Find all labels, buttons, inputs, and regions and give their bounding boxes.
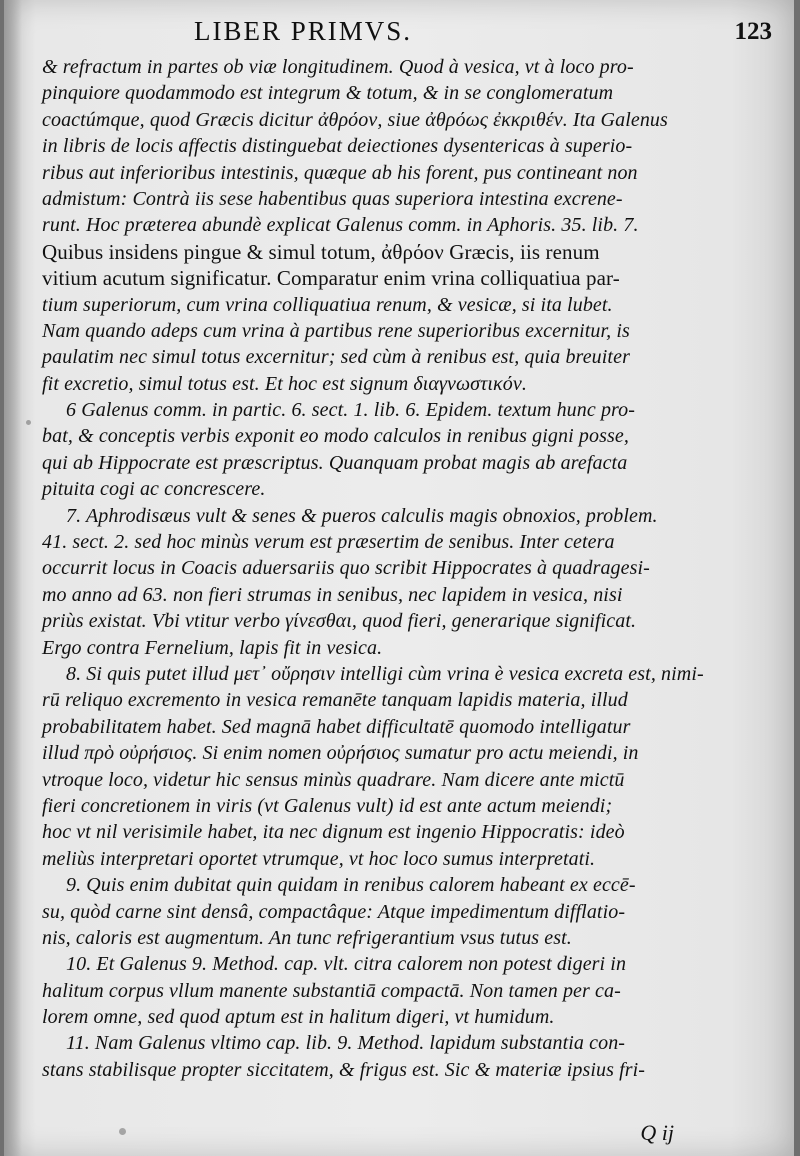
text-line: fieri concretionem in viris (vt Galenus vult) id est ante actum meiendi; [42, 794, 613, 817]
book-page [4, 0, 794, 1156]
text-line: Ergo contra Fernelium, lapis fit in vesica. [42, 636, 383, 659]
text-line: lorem omne, sed quod aptum est in halitum digeri, vt humidum. [42, 1006, 555, 1029]
text-line: pinquiore quodammodo est integrum & totum, & in se conglomeratum [42, 82, 614, 105]
text-line: ribus aut inferioribus intestinis, quæque ab his forent, pus contineant non [42, 161, 638, 184]
ink-speck [26, 420, 31, 425]
text-line: Nam quando adeps cum vrina à partibus rene superioribus excernitur, is [42, 319, 630, 342]
text-line: 41. sect. 2. sed hoc minùs verum est præsertim de senibus. Inter cetera [42, 531, 615, 554]
catchword: Q ij [640, 1120, 674, 1145]
text-line: pituita cogi ac concrescere. [42, 478, 266, 501]
text-line: nis, caloris est augmentum. An tunc refrigerantium vsus tutus est. [42, 926, 572, 949]
text-line: 8. Si quis putet illud μετ᾽ οὔρησιν intelligi cùm vrina è vesica excreta est, nimi- [66, 662, 704, 685]
text-line: 10. Et Galenus 9. Method. cap. vlt. citra calorem non potest digeri in [66, 953, 627, 976]
text-line: runt. Hoc præterea abundè explicat Galenus comm. in Aphoris. 35. lib. 7. [42, 214, 639, 237]
text-line: qui ab Hippocrate est præscriptus. Quanquam probat magis ab arefacta [42, 451, 628, 474]
page-gutter-shadow [4, 0, 22, 1156]
text-line: halitum corpus vllum manente substantiā compactā. Non tamen per ca- [42, 979, 621, 1002]
body-text [42, 54, 732, 1083]
text-line: fit excretio, simul totus est. Et hoc est signum διαγνωστικόν. [42, 372, 527, 395]
text-line: 9. Quis enim dubitat quin quidam in renibus calorem habeant ex eccē- [66, 874, 636, 897]
text-line: & refractum in partes ob viæ longitudinem. Quod à vesica, vt à loco pro- [42, 56, 634, 78]
text-line: admistum: Contrà iis sese habentibus quas superiora intestina excrene- [42, 187, 623, 210]
text-line: 11. Nam Galenus vltimo cap. lib. 9. Method. lapidum substantia con- [66, 1032, 626, 1055]
text-line: paulatim nec simul totus excernitur; sed cùm à renibus est, quia breuiter [42, 346, 630, 369]
text-line: su, quòd carne sint densâ, compactâque: Atque impedimentum difflatio- [42, 900, 626, 923]
text-line: mo anno ad 63. non fieri strumas in senibus, nec lapidem in vesica, nisi [42, 583, 623, 606]
text-line: 7. Aphrodisæus vult & senes & pueros calculis magis obnoxios, problem. [66, 504, 658, 527]
text-line: Quibus insidens pingue & simul totum, ἀθρόον Græcis, iis renum [42, 239, 600, 264]
running-head: LIBER PRIMVS. [194, 16, 413, 46]
text-line: vitium acutum significatur. Comparatur enim vrina colliquatiua par- [42, 266, 620, 291]
text-line: in libris de locis affectis distinguebat deiectiones dysentericas à superio- [42, 135, 633, 158]
text-line: 6 Galenus comm. in partic. 6. sect. 1. lib. 6. Epidem. textum hunc pro- [66, 399, 636, 422]
text-line: meliùs interpretari oportet vtrumque, vt hoc loco sumus interpretati. [42, 847, 596, 870]
text-line: probabilitatem habet. Sed magnā habet difficultatē quomodo intelligatur [42, 715, 631, 738]
text-line: vtroque loco, videtur hic sensus minùs quadrare. Nam dicere ante mictū [42, 768, 625, 791]
page-header [4, 16, 794, 56]
text-line: coactúmque, quod Græcis dicitur ἀθρόον, siue ἀθρόως ἐκκριθέν. Ita Galenus [42, 108, 668, 131]
text-line: illud πρὸ οὐρήσιος. Si enim nomen οὐρήσιος sumatur pro actu meiendi, in [42, 742, 639, 765]
text-line: hoc vt nil verisimile habet, ita nec dignum est ingenio Hippocratis: ideò [42, 821, 625, 844]
text-line: occurrit locus in Coacis aduersariis quo scribit Hippocrates à quadragesi- [42, 557, 650, 580]
ink-speck [119, 1128, 126, 1135]
page-number: 123 [734, 18, 772, 45]
text-line: stans stabilisque propter siccitatem, & frigus est. Sic & materiæ ipsius fri- [42, 1058, 646, 1081]
text-line: priùs existat. Vbi vtitur verbo γίνεσθαι, quod fieri, generarique significat. [42, 610, 637, 633]
text-line: rū reliquo excremento in vesica remanēte tanquam lapidis materia, illud [42, 689, 628, 712]
text-line: tium superiorum, cum vrina colliquatiua renum, & vesicæ, si ita lubet. [42, 293, 613, 316]
text-line: bat, & conceptis verbis exponit eo modo calculos in renibus gigni posse, [42, 425, 629, 448]
